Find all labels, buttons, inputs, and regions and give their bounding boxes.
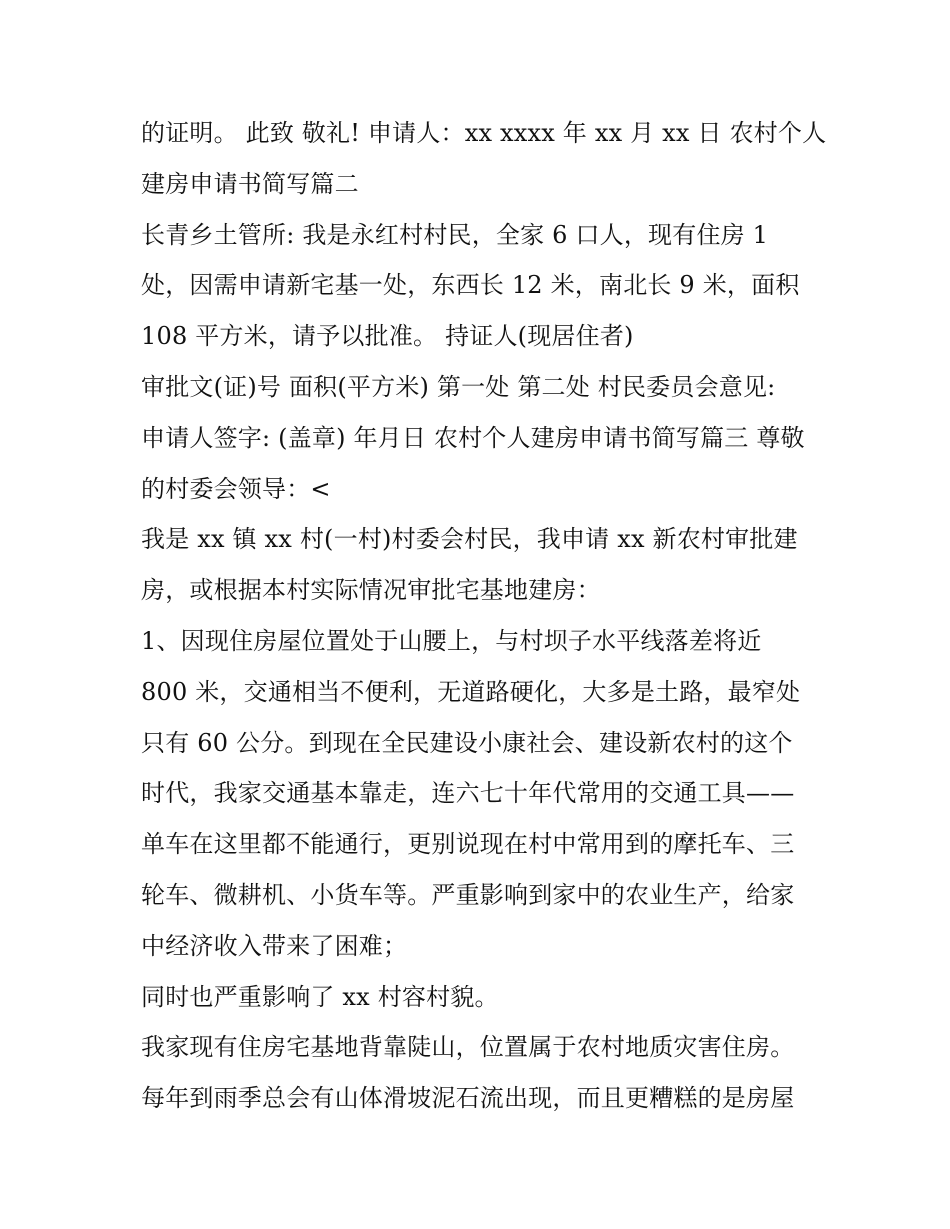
document-body [141,108,827,1124]
text-line-11: 1、因现住房屋位置处于山腰上，与村坝子水平线落差将近 [141,626,762,655]
text-line-8: 的村委会领导：< [141,474,331,503]
text-line-3: 长青乡土管所: 我是永红村村民，全家 6 口人，现有住房 1 [141,220,769,249]
text-line-15: 单车在这里都不能通行，更别说现在村中常用到的摩托车、三 [141,830,795,859]
text-line-13: 只有 60 公分。到现在全民建设小康社会、建设新农村的这个 [141,728,793,757]
text-line-10: 房，或根据本村实际情况审批宅基地建房： [141,576,601,605]
text-line-9: 我是 xx 镇 xx 村(一村)村委会村民，我申请 xx 新农村审批建 [141,525,798,554]
text-line-6: 审批文(证)号 面积(平方米) 第一处 第二处 村民委员会意见: [141,372,776,401]
text-line-4: 处，因需申请新宅基一处，东西长 12 米，南北长 9 米，面积 [141,271,800,300]
text-line-12: 800 米，交通相当不便利，无道路硬化，大多是土路，最窄处 [141,677,801,706]
text-line-5: 108 平方米，请予以批准。 持证人(现居住者) [141,322,634,351]
text-line-1: 的证明。 此致 敬礼! 申请人：xx xxxx 年 xx 月 xx 日 农村个人 [141,119,827,147]
text-line-19: 我家现有住房宅基地背靠陡山，位置属于农村地质灾害住房。 [141,1033,795,1062]
text-line-7: 申请人签字: (盖章) 年月日 农村个人建房申请书简写篇三 尊敬 [141,423,805,452]
text-line-18: 同时也严重影响了 xx 村容村貌。 [141,982,499,1011]
text-line-16: 轮车、微耕机、小货车等。严重影响到家中的农业生产，给家 [141,880,795,909]
text-line-14: 时代，我家交通基本靠走，连六七十年代常用的交通工具—— [141,779,795,808]
text-line-20: 每年到雨季总会有山体滑坡泥石流出现，而且更糟糕的是房屋 [141,1084,795,1113]
text-line-17: 中经济收入带来了困难； [141,931,408,960]
text-line-2: 建房申请书简写篇二 [141,169,359,198]
